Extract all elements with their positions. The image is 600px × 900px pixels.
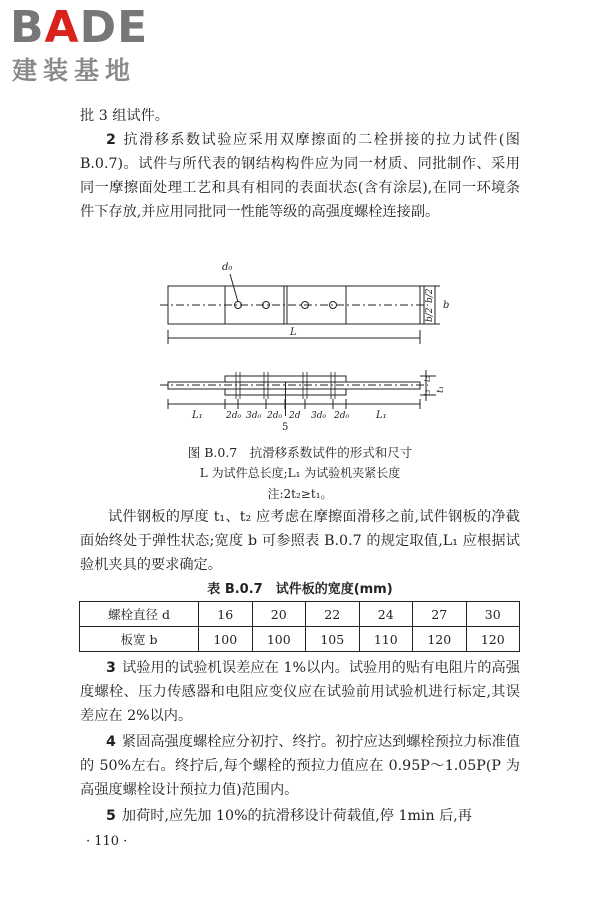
paragraph-2: 2 抗滑移系数试验应采用双摩擦面的二栓拼接的拉力试件(图 B.0.7)。试件与所代表的钢结构构件应为同一材质、同批制作、采用同一摩擦面处理工艺和具有相同的表面状态(含有涂层),在同一环境条件下存放,并应用同批同一性能等级的高强度螺栓连接副。 (80, 132, 520, 220)
table-cell: 20 (252, 602, 306, 627)
logo-chinese: 建装基地 (12, 56, 137, 85)
logo-wordmark: BADE (10, 2, 149, 53)
label-b: b (443, 300, 450, 311)
dim-label: 2d₀ (267, 411, 283, 421)
table-cell: 30 (466, 602, 520, 627)
figure-legend: L 为试件总长度;L₁ 为试验机夹紧长度 (199, 466, 401, 480)
dim-label: 2d (289, 411, 301, 421)
table-cell: 120 (413, 627, 467, 652)
paragraph-3: 3 试验用的试验机误差应在 1%以内。试验用的贴有电阻片的高强度螺栓、压力传感器和电阻应变仪应在试验前用试验机进行标定,其误差应在 2%以内。 (80, 660, 520, 724)
table-row (80, 602, 520, 627)
figure-caption: 图 B.0.7 抗滑移系数试件的形式和尺寸 (187, 445, 413, 460)
row-header: 螺栓直径 d (80, 602, 199, 627)
table-title: 表 B.0.7 试件板的宽度(mm) (207, 582, 393, 597)
table-cell: 22 (306, 602, 360, 627)
item-number: 4 (106, 734, 116, 750)
page-number: · 110 · (86, 834, 128, 849)
label-b-half: b/2 (425, 288, 435, 303)
row-header: 板宽 b (80, 627, 199, 652)
dim-label: L₁ (192, 410, 203, 421)
label-t2: t₂ (423, 375, 432, 382)
dim-label: 2d₀ (334, 411, 350, 421)
label-t1: t₁ (436, 385, 446, 393)
paragraph-4: 4 紧固高强度螺栓应分初拧、终拧。初拧应达到螺栓预拉力标准值的 50%左右。终拧后,每个螺栓的预拉力值应在 0.95P～1.05P(P 为高强度螺栓设计预拉力值)范围内。 (80, 734, 520, 798)
bolt-width-table (79, 601, 520, 652)
figure-b07 (150, 258, 450, 440)
label-b-half: b/2 (425, 307, 435, 322)
paragraph-dimensions: 试件钢板的厚度 t₁、t₂ 应考虑在摩擦面滑移之前,试件钢板的净截面始终处于弹性状态;宽度 b 可参照表 B.0.7 的规定取值,L₁ 应根据试验机夹具的要求确定。 (80, 509, 520, 573)
dim-label: 3d₀ (246, 411, 262, 421)
table-cell: 27 (413, 602, 467, 627)
item-number: 5 (106, 808, 116, 824)
label-t2: t₂ (423, 389, 432, 396)
table-cell: 105 (306, 627, 360, 652)
paragraph-continued: 批 3 组试件。 (80, 108, 169, 124)
label-d0: d₀ (222, 262, 233, 273)
dim-label: 2d₀ (226, 411, 242, 421)
label-L: L (290, 327, 297, 338)
paragraph-5: 5 加荷时,应先加 10%的抗滑移设计荷载值,停 1min 后,再 (106, 808, 472, 824)
item-number: 3 (106, 660, 116, 676)
item-number: 2 (106, 132, 116, 148)
label-5: 5 (282, 422, 289, 433)
dim-label: 3d₀ (311, 411, 327, 421)
table-cell: 16 (199, 602, 253, 627)
table-cell: 110 (359, 627, 413, 652)
table-cell: 24 (359, 602, 413, 627)
table-cell: 100 (199, 627, 253, 652)
table-cell: 100 (252, 627, 306, 652)
figure-note: 注:2t₂≥t₁。 (267, 487, 333, 501)
table-row (80, 627, 520, 652)
table-cell: 120 (466, 627, 520, 652)
dim-label: L₁ (376, 410, 387, 421)
